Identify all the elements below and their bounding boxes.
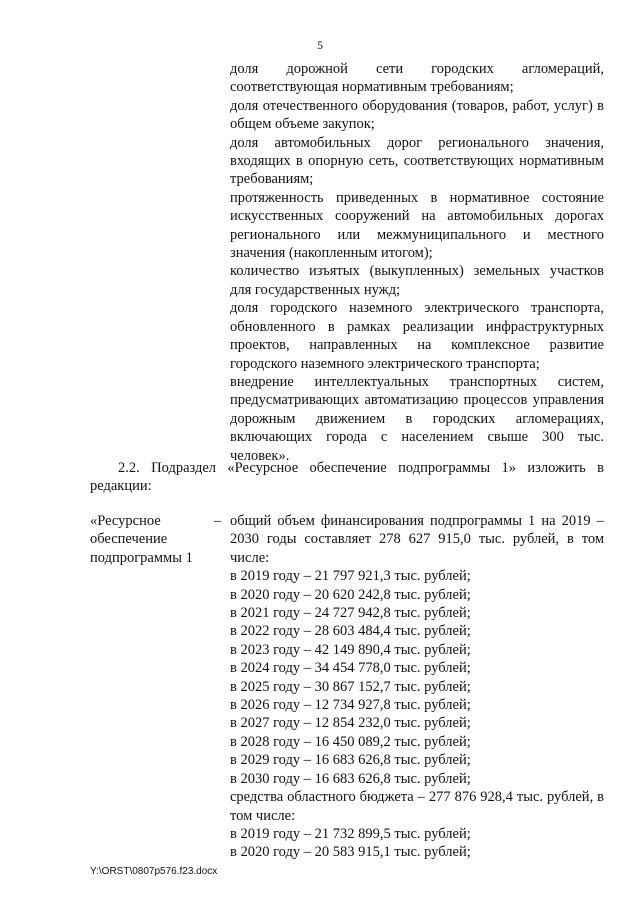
resource-line: в 2023 году – 42 149 890,4 тыс. рублей;: [230, 641, 471, 658]
resource-line: в 2021 году – 24 727 942,8 тыс. рублей;: [230, 605, 471, 622]
indicator-item: количество изъятых (выкупленных) земельных участков для государственных нужд;: [230, 263, 604, 298]
resource-line: в 2024 году – 34 454 778,0 тыс. рублей;: [230, 660, 471, 677]
indicator-item: доля автомобильных дорог регионального значения, входящих в опорную сеть, соответствующих нормативным требованиям;: [230, 134, 604, 188]
resource-line: в 2026 году – 12 734 927,8 тыс. рублей;: [230, 697, 471, 714]
resource-values: [230, 512, 604, 862]
resource-line: в 2020 году – 20 583 915,1 тыс. рублей;: [230, 844, 471, 861]
resource-line: в 2030 году – 16 683 626,8 тыс. рублей;: [230, 770, 471, 787]
indicator-item: протяженность приведенных в нормативное состояние искусственных сооружений на автомобильных дорогах регионального или межмуниципального и местного значения (накопленным итогом);: [230, 189, 604, 262]
resource-line: в 2019 году – 21 797 921,3 тыс. рублей;: [230, 568, 471, 585]
resource-line: средства областного бюджета – 277 876 928,4 тыс. рублей, в том числе:: [230, 789, 604, 824]
footer-file-path: Y:\ORST\0807p576.f23.docx: [90, 866, 218, 877]
indicators-list: [230, 60, 604, 465]
resource-label: [90, 512, 222, 567]
resource-line: общий объем финансирования подпрограммы 1 на 2019 – 2030 годы составляет 278 627 915,0 тыс. рублей, в том числе:: [230, 513, 604, 566]
resource-line: в 2027 году – 12 854 232,0 тыс. рублей;: [230, 715, 471, 732]
indicator-item: доля дорожной сети городских агломераций, соответствующая нормативным требованиям;: [230, 61, 604, 96]
resource-label-text: «Ресурсное обеспечение подпрограммы 1: [90, 513, 193, 566]
resource-line: в 2028 году – 16 450 089,2 тыс. рублей;: [230, 733, 471, 750]
indicator-item: внедрение интеллектуальных транспортных систем, предусматривающих автоматизацию процессов управления дорожным движением в городских агломерациях, включающих города с населением свыше 300 тыс. человек».: [230, 373, 604, 464]
section-intro-text: 2.2. Подраздел «Ресурсное обеспечение подпрограммы 1» изложить в редакции:: [90, 460, 604, 495]
resource-line: в 2019 году – 21 732 899,5 тыс. рублей;: [230, 825, 471, 842]
resource-dash: –: [214, 513, 222, 529]
resource-line: в 2029 году – 16 683 626,8 тыс. рублей;: [230, 752, 471, 769]
resource-line: в 2022 году – 28 603 484,4 тыс. рублей;: [230, 623, 471, 640]
indicator-item: доля городского наземного электрического транспорта, обновленного в рамках реализации инфраструктурных проектов, направленных на комплексное развитие городского наземного электрического транспорта;: [230, 300, 604, 372]
indicator-item: доля отечественного оборудования (товаров, работ, услуг) в общем объеме закупок;: [230, 97, 604, 133]
resource-line: в 2025 году – 30 867 152,7 тыс. рублей;: [230, 678, 471, 695]
section-intro: [90, 459, 604, 496]
resource-line: в 2020 году – 20 620 242,8 тыс. рублей;: [230, 586, 471, 603]
page-number: 5: [317, 38, 323, 52]
